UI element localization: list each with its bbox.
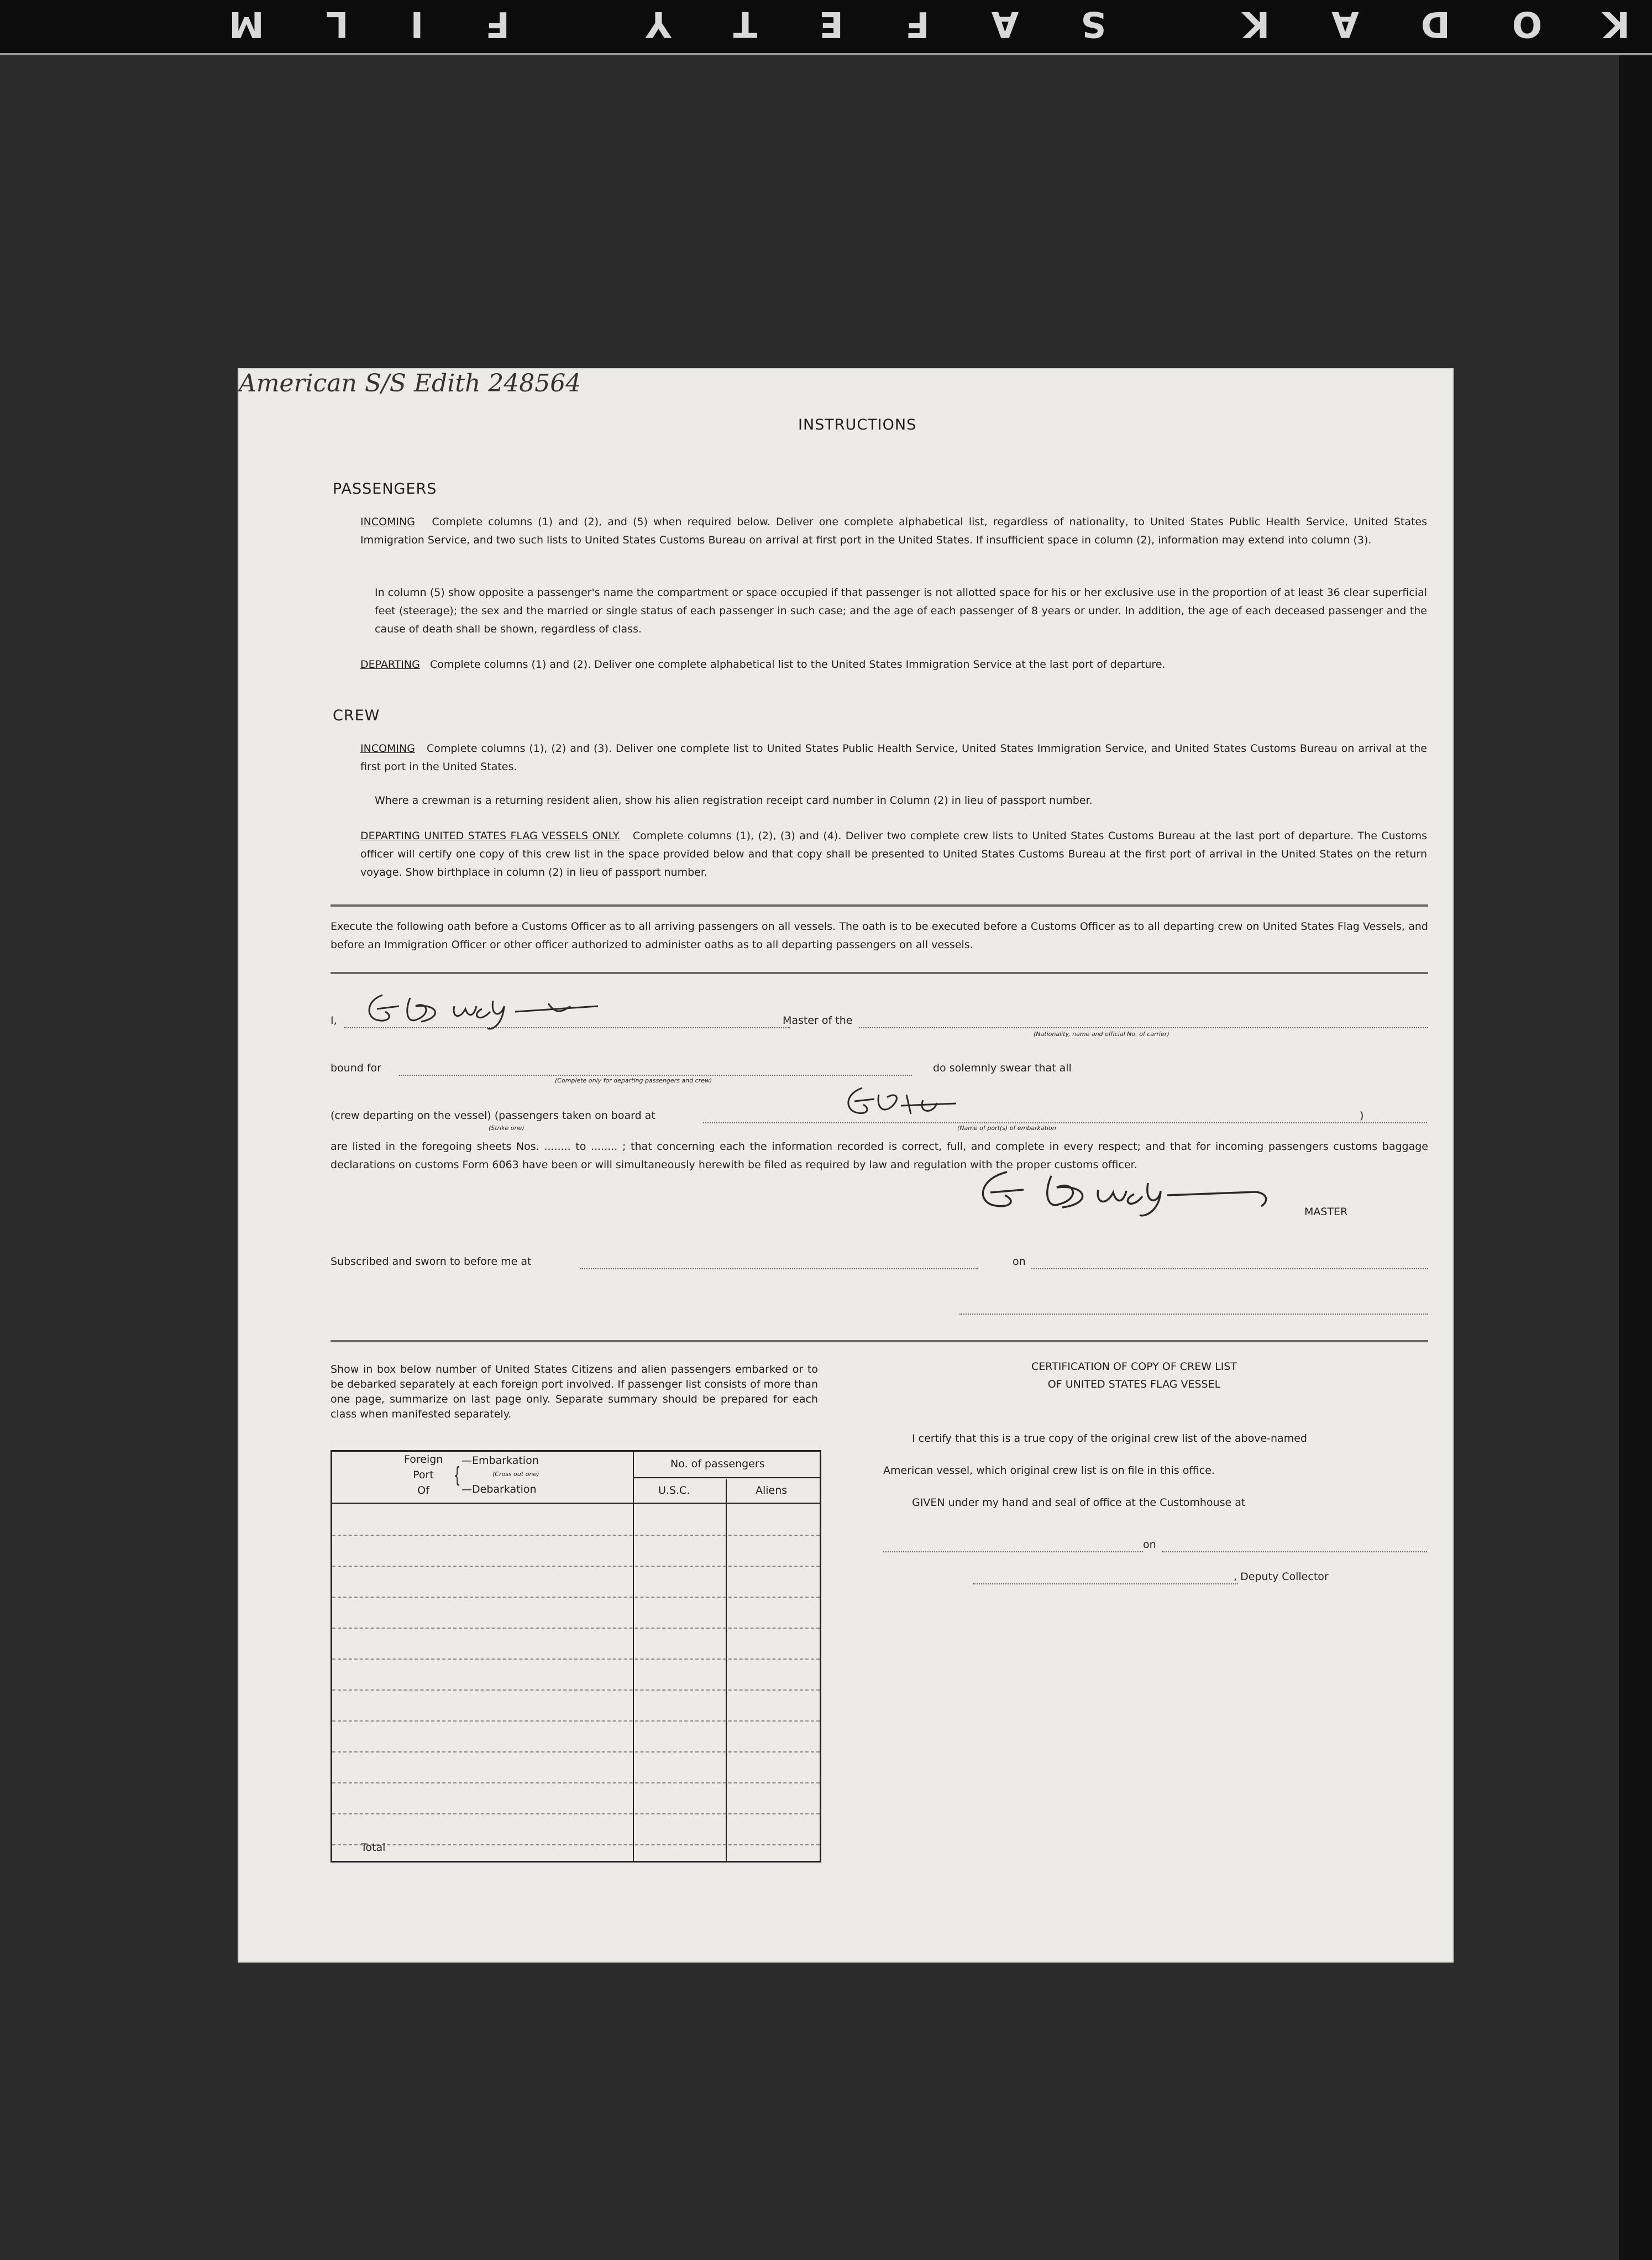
listed-sheets-text: are listed in the foregoing sheets Nos. ........ to ........ ; that concerning each the information recorded is correct, full, and complete in every respect; and that for incoming passengers customs baggage declarations on customs Form 6063 have been or will simultaneously herewith be filed as required by law and regulation with the proper customs officer. <box>331 1141 1428 1171</box>
table-row <box>332 1597 820 1598</box>
passengers-incoming-label: INCOMING <box>360 516 415 528</box>
embarkation-label: —Embarkation <box>461 1455 539 1467</box>
aliens-header: Aliens <box>756 1484 788 1497</box>
crew-departing-vessel-text: (crew departing on the vessel) (passengers taken on board at <box>331 1110 655 1122</box>
customs-form-page <box>239 369 1452 1961</box>
cert-text-3: GIVEN under my hand and seal of office at the Customhouse at <box>912 1497 1246 1509</box>
crew-departing-section <box>360 827 1427 882</box>
subscribed-place-line <box>580 1268 978 1269</box>
table-row <box>332 1689 820 1691</box>
table-divider-port <box>633 1452 634 1861</box>
bound-for-line <box>399 1075 912 1076</box>
crew-resident-text: Where a crewman is a returning resident alien, show his alien registration receipt card number in Column (2) in lieu of passport number. <box>375 794 1093 807</box>
of-label: Of <box>417 1484 429 1497</box>
subscribed-date-line <box>1031 1268 1428 1269</box>
cert-text-2: American vessel, which original crew list is on file in this office. <box>883 1464 1215 1477</box>
passengers-incoming-text: Complete columns (1) and (2), and (5) when required below. Deliver one complete alphabetical list, regardless of nationality, to United States Public Health Service, United States Immigration Service, and two such lists to United States Customs Bureau on arrival at first port in the United States. If insufficient space in column (2), information may extend into column (3). <box>360 516 1428 546</box>
no-passengers-header: No. of passengers <box>670 1458 765 1470</box>
vessel-line <box>859 1027 1428 1028</box>
table-row <box>332 1782 820 1783</box>
column5-text: In column (5) show opposite a passenger's name the compartment or space occupied if that passenger is not allotted space for his or her exclusive use in the proportion of at least 36 clear superficial feet (steerage); the sex and the married or single status of each passenger in such case; and the age of each passenger of 8 years or under. In addition, the age of each deceased passenger and the cause of death shall be shown, regardless of class. <box>375 587 1427 635</box>
crew-incoming-text: Complete columns (1), (2) and (3). Deliver one complete list to United States Public Health Service, United States Immigration Service, and United States Customs Bureau on arrival at the first port in the United States. <box>360 742 1427 773</box>
table-row <box>332 1813 820 1814</box>
handwritten-signature-master-name <box>360 990 615 1036</box>
handwritten-signature-master <box>968 1168 1278 1220</box>
foreign-label: Foreign <box>404 1453 443 1466</box>
bound-for-label: bound for <box>331 1062 381 1074</box>
master-label: MASTER <box>1304 1206 1348 1218</box>
passengers-heading: PASSENGERS <box>333 480 437 498</box>
subscribed-label: Subscribed and sworn to before me at <box>331 1255 532 1268</box>
vessel-caption: (Nationality, name and official No. of carrier) <box>1034 1030 1169 1038</box>
passenger-summary-table <box>331 1450 821 1863</box>
crew-departing-label: DEPARTING UNITED STATES FLAG VESSELS ONLY. <box>360 830 621 842</box>
table-row <box>332 1751 820 1752</box>
handwritten-initials-ports <box>840 1084 962 1130</box>
cert-date-line <box>1162 1551 1427 1552</box>
strike-one-caption: (Strike one) <box>489 1124 525 1132</box>
film-edge-right <box>1619 55 1652 2260</box>
cross-out-caption: (Cross out one) <box>492 1471 539 1478</box>
table-row <box>332 1659 820 1660</box>
film-edge-text: KODAK SAFETY FILM <box>167 3 1630 44</box>
master-of-the-label: Master of the <box>783 1014 853 1027</box>
instructions-title: INSTRUCTIONS <box>798 416 917 433</box>
ports-close-paren: ) <box>1360 1110 1364 1122</box>
cert-deputy-line <box>973 1583 1238 1584</box>
cert-title-1: CERTIFICATION OF COPY OF CREW LIST <box>1031 1361 1237 1373</box>
crew-departing-text: Complete columns (1), (2), (3) and (4). Deliver two complete crew lists to United States Customs Bureau at the last port of departure. The Customs officer will certify one copy of this crew list in the space provided below and that copy shall be presented to United States Customs Bureau at the first port of arrival in the United States on the return voyage. Show birthplace in column (2) in lieu of passport number. <box>360 830 1428 878</box>
solemnly-swear-text: do solemnly swear that all <box>933 1062 1072 1074</box>
table-header-rule <box>332 1503 820 1504</box>
divider-lower <box>331 1340 1428 1342</box>
crew-incoming-section <box>360 740 1427 776</box>
cert-title-2: OF UNITED STATES FLAG VESSEL <box>1047 1378 1221 1390</box>
table-header-sub-rule <box>633 1477 820 1478</box>
total-label: Total <box>361 1842 386 1854</box>
crew-incoming-label: INCOMING <box>360 742 415 755</box>
ports-line <box>703 1122 1427 1123</box>
divider-oath-top <box>331 904 1428 907</box>
film-edge-top <box>0 0 1652 55</box>
ports-caption: (Name of port(s) of embarkation <box>957 1124 1056 1132</box>
table-brace: { <box>454 1463 461 1487</box>
passengers-departing-section <box>360 656 1427 674</box>
oath-i-label: I, <box>331 1014 337 1027</box>
passengers-departing-label: DEPARTING <box>360 658 420 671</box>
table-divider-usc <box>726 1479 727 1861</box>
table-row <box>332 1720 820 1722</box>
cert-place-line <box>883 1551 1143 1552</box>
port-label: Port <box>413 1469 434 1481</box>
table-row <box>332 1566 820 1567</box>
deputy-collector-label: , Deputy Collector <box>1234 1571 1329 1583</box>
table-row <box>332 1628 820 1629</box>
officer-signature-line <box>959 1314 1428 1315</box>
passengers-departing-text: Complete columns (1) and (2). Deliver one complete alphabetical list to the United States Immigration Service at the last port of departure. <box>429 658 1166 671</box>
bound-for-caption: (Complete only for departing passengers and crew) <box>555 1077 712 1084</box>
box-instructions: Show in box below number of United States Citizens and alien passengers embarked or to be debarked separately at each foreign port involved. If passenger list consists of more than one page, summarize on last page only. Separate summary should be prepared for each class when manifested separately. <box>331 1363 818 1420</box>
foreign-port-of-label <box>404 1452 443 1498</box>
vessel-handwritten: American S/S Edith 248564 <box>239 369 581 397</box>
film-edge-line <box>0 53 1652 55</box>
crew-heading: CREW <box>333 707 380 724</box>
divider-oath-bottom <box>331 972 1428 974</box>
cert-text-1: I certify that this is a true copy of the original crew list of the above-named <box>912 1432 1307 1445</box>
usc-header: U.S.C. <box>658 1484 690 1497</box>
table-row <box>332 1535 820 1536</box>
passengers-incoming-section <box>360 513 1427 550</box>
debarkation-label: —Debarkation <box>461 1483 537 1495</box>
cert-on-label: on <box>1143 1539 1156 1551</box>
table-row <box>332 1844 820 1845</box>
oath-intro: Execute the following oath before a Customs Officer as to all arriving passengers on all vessels. The oath is to be executed before a Customs Officer as to all departing crew on United States Flag Vessels, and before an Immigration Officer or other officer authorized to administer oaths as to all departing passengers on all vessels. <box>331 920 1428 951</box>
subscribed-on-label: on <box>1013 1255 1026 1268</box>
